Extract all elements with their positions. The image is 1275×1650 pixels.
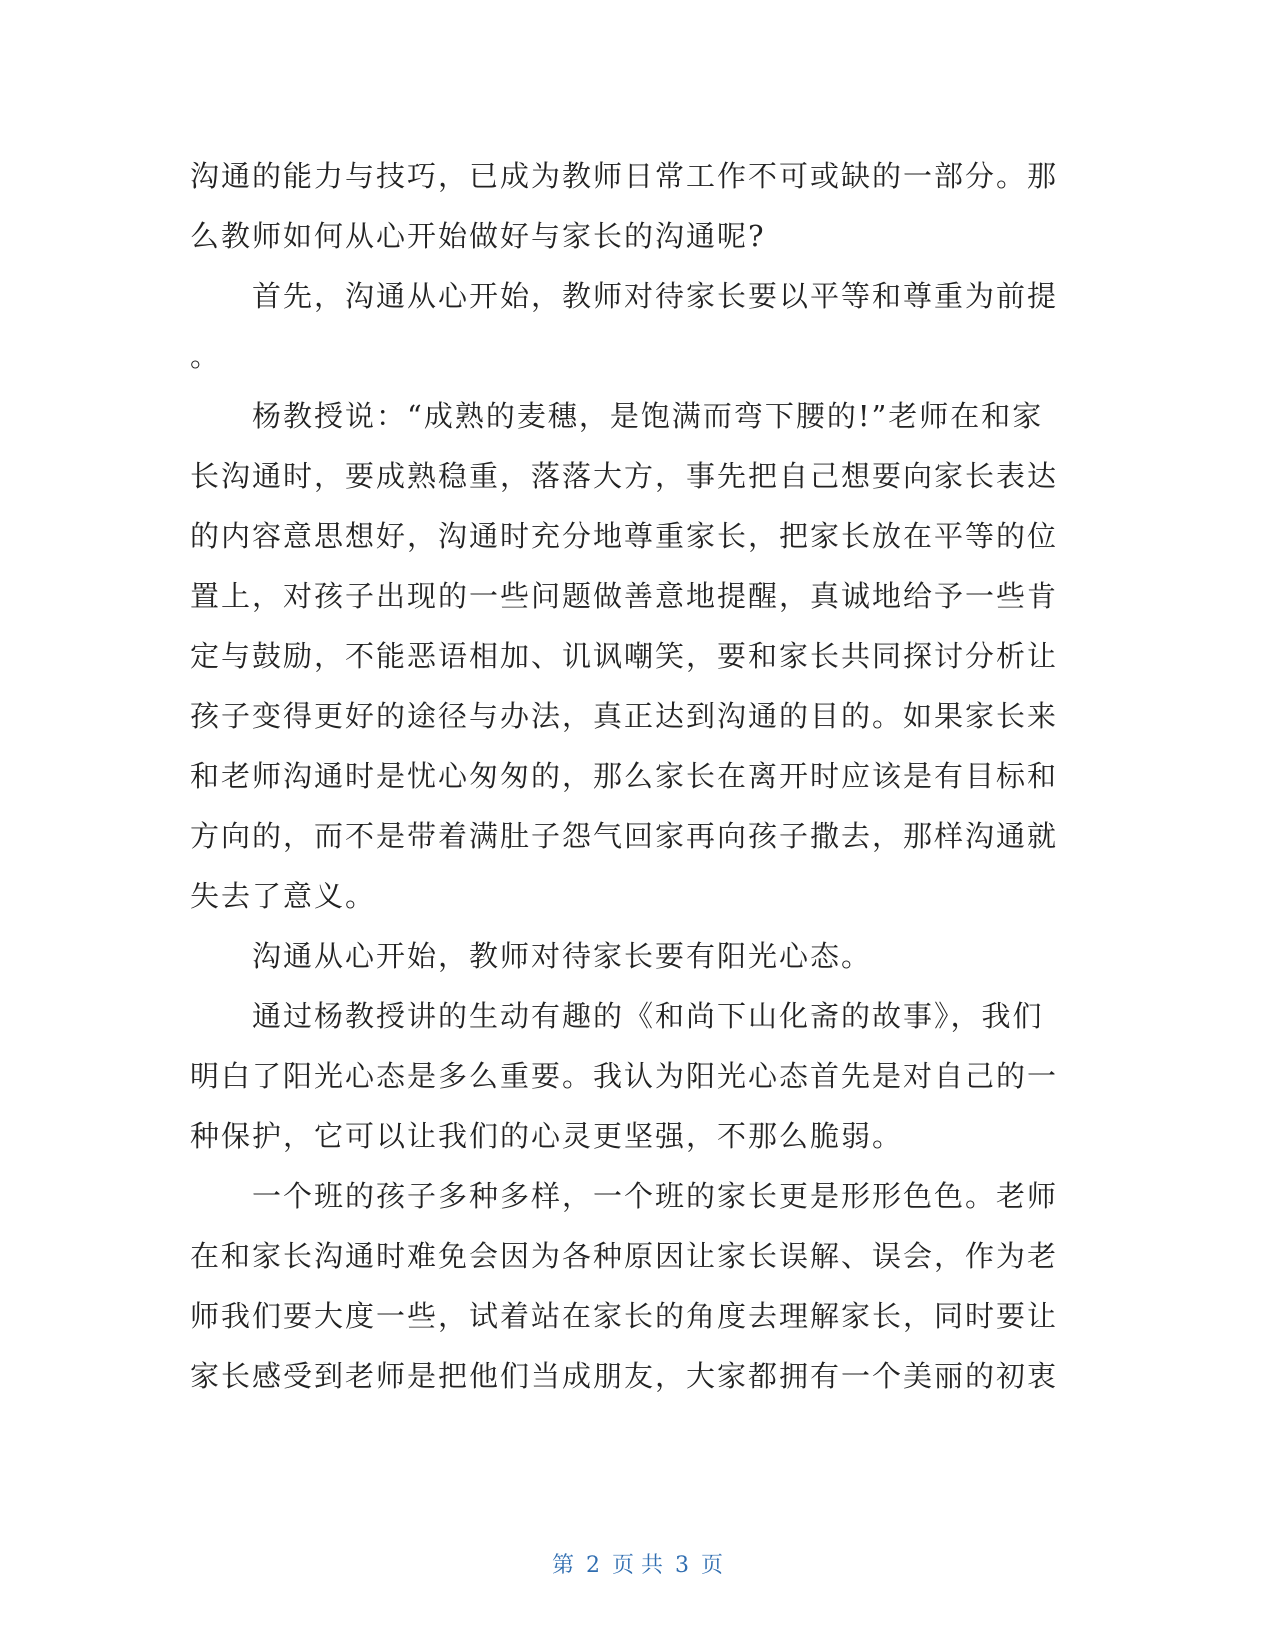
- document-body: [190, 146, 1080, 1406]
- page-number-footer: [0, 1548, 1275, 1579]
- text-line: 师我们要大度一些，试着站在家长的角度去理解家长，同时要让: [190, 1299, 1059, 1333]
- text-line: 明白了阳光心态是多么重要。我认为阳光心态首先是对自己的一: [190, 1059, 1059, 1093]
- text-line: 么教师如何从心开始做好与家长的沟通呢?: [190, 219, 766, 253]
- text-line: 。: [190, 339, 222, 373]
- text-line: 失去了意义。: [190, 879, 377, 913]
- text-line: 长沟通时，要成熟稳重，落落大方，事先把自己想要向家长表达: [190, 459, 1059, 493]
- text-line: 种保护，它可以让我们的心灵更坚强，不那么脆弱。: [190, 1119, 904, 1153]
- text-line: 一个班的孩子多种多样，一个班的家长更是形形色色。老师: [252, 1179, 1059, 1213]
- page-number-suffix: 页: [701, 1553, 724, 1578]
- text-line: 沟通从心开始，教师对待家长要有阳光心态。: [252, 939, 873, 973]
- text-line: 杨教授说：“成熟的麦穗，是饱满而弯下腰的!”老师在和家: [252, 399, 1044, 433]
- text-line: 置上，对孩子出现的一些问题做善意地提醒，真诚地给予一些肯: [190, 579, 1059, 613]
- text-line: 在和家长沟通时难免会因为各种原因让家长误解、误会，作为老: [190, 1239, 1059, 1273]
- current-page-number: 2: [586, 1553, 600, 1578]
- text-line: 家长感受到老师是把他们当成朋友，大家都拥有一个美丽的初衷: [190, 1359, 1059, 1393]
- text-line: 和老师沟通时是忧心匆匆的，那么家长在离开时应该是有目标和: [190, 759, 1059, 793]
- total-page-number: 3: [675, 1553, 689, 1578]
- text-line: 方向的，而不是带着满肚子怨气回家再向孩子撒去，那样沟通就: [190, 819, 1059, 853]
- text-line: 孩子变得更好的途径与办法，真正达到沟通的目的。如果家长来: [190, 699, 1059, 733]
- page-number-middle: 页 共: [612, 1553, 663, 1578]
- text-line: 定与鼓励，不能恶语相加、讥讽嘲笑，要和家长共同探讨分析让: [190, 639, 1059, 673]
- text-line: 沟通的能力与技巧，已成为教师日常工作不可或缺的一部分。那: [190, 159, 1059, 193]
- text-line: 首先，沟通从心开始，教师对待家长要以平等和尊重为前提: [252, 279, 1059, 313]
- text-line: 通过杨教授讲的生动有趣的《和尚下山化斋的故事》，我们: [252, 999, 1044, 1033]
- text-line: 的内容意思想好，沟通时充分地尊重家长，把家长放在平等的位: [190, 519, 1059, 553]
- page-number-prefix: 第: [551, 1553, 574, 1578]
